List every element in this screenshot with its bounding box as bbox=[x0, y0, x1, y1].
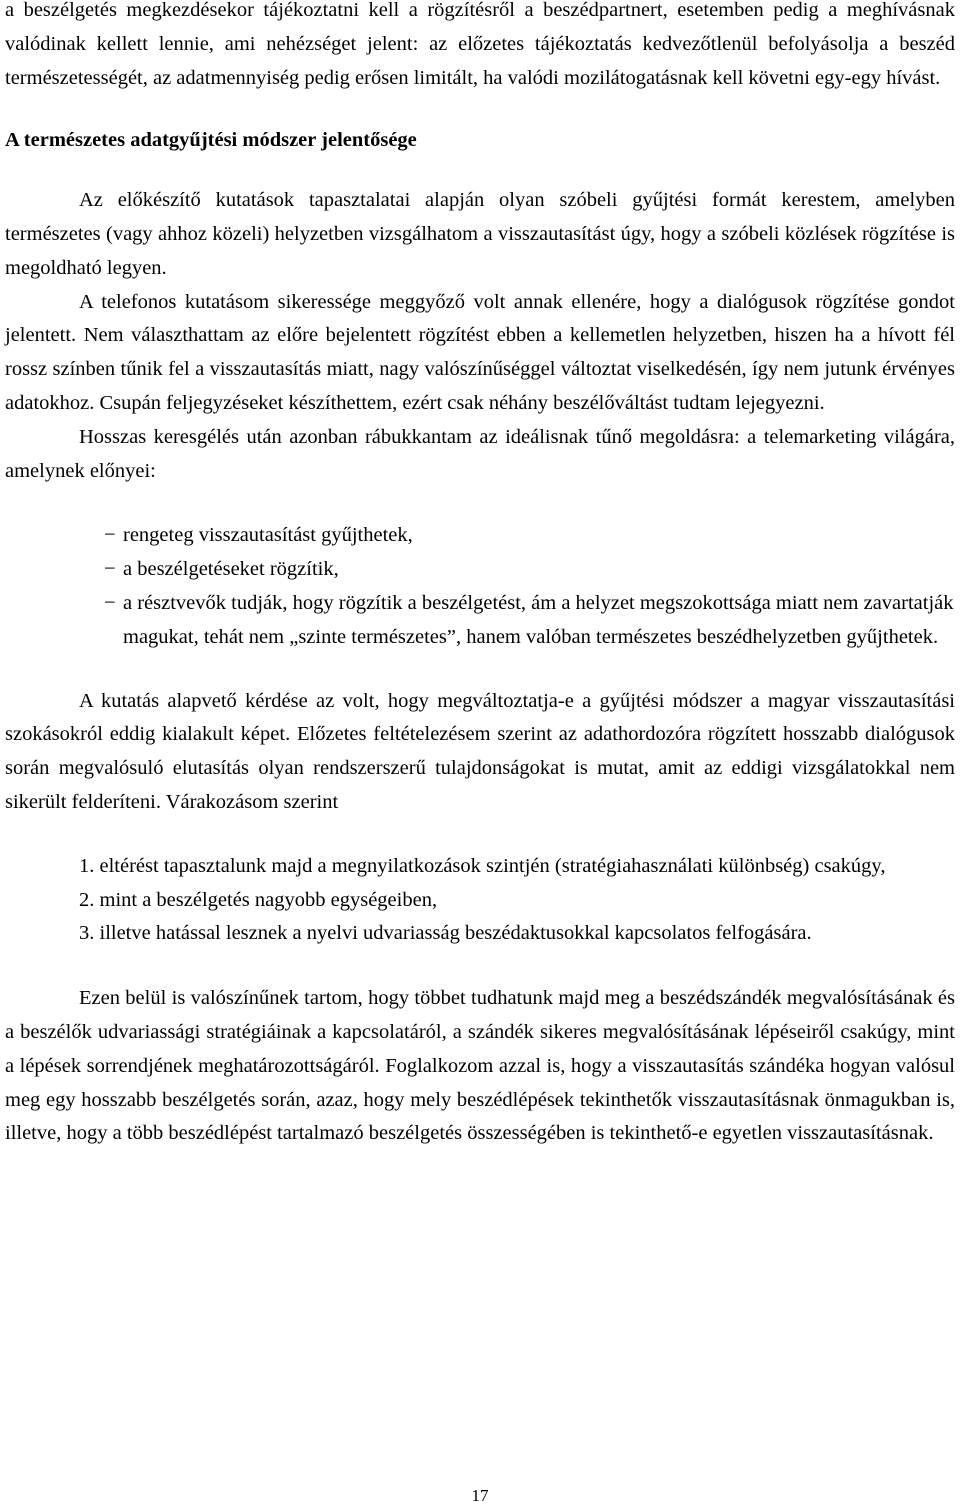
numbered-item-1: 1. eltérést tapasztalunk majd a megnyilatkozások szintjén (stratégiahasználati különbség) csakúgy, bbox=[79, 854, 886, 877]
dash-bullet: − bbox=[104, 524, 116, 547]
document-page bbox=[5, 0, 955, 1151]
body-paragraph-3: Hosszas keresgélés után azonban rábukkantam az ideálisnak tűnő megoldásra: a telemarketing világára, amelynek előnyei: bbox=[5, 425, 955, 482]
advantages-list bbox=[5, 519, 955, 654]
list-item-text: rengeteg visszautasítást gyűjthetek, bbox=[123, 524, 413, 547]
list-item-text: a beszélgetéseket rögzítik, bbox=[123, 558, 339, 581]
list-item bbox=[5, 587, 955, 655]
list-item bbox=[5, 519, 955, 553]
numbered-item-2: 2. mint a beszélgetés nagyobb egységeiben, bbox=[79, 888, 438, 911]
list-item-text: a résztvevők tudják, hogy rögzítik a beszélgetést, ám a helyzet megszokottsága miatt nem zavartatják magukat, tehát nem „szinte természetes”, hanem valóban természetes beszédhelyzetben gyűjthetek. bbox=[123, 591, 954, 648]
numbered-item-3: 3. illetve hatással lesznek a nyelvi udvariasság beszédaktusokkal kapcsolatos felfogására. bbox=[79, 922, 812, 945]
body-paragraph-4: A kutatás alapvető kérdése az volt, hogy megváltoztatja-e a gyűjtési módszer a magyar visszautasítási szokásokról eddig kialakult képet. Előzetes feltételezésem szerint az adathordozóra rögzített hosszabb dialógusok során megvalósuló elutasítás olyan rendszerszerű tulajdonságokat is mutat, amit az eddigi vizsgálatokkal nem sikerült felderíteni. Várakozásom szerint bbox=[5, 689, 955, 813]
body-paragraph-2: A telefonos kutatásom sikeressége meggyőző volt annak ellenére, hogy a dialógusok rögzítése gondot jelentett. Nem választhattam az előre bejelentett rögzítést ebben a kellemetlen helyzetben, hiszen ha a hívott fél rossz színben tűnik fel a visszautasítás miatt, nagy valószínűséggel változtat viselkedésén, így nem jutunk érvényes adatokhoz. Csupán feljegyzéseket készíthettem, ezért csak néhány beszélőváltást tudtam lejegyezni. bbox=[5, 290, 955, 414]
dash-bullet: − bbox=[104, 558, 116, 581]
dash-bullet: − bbox=[104, 591, 116, 614]
body-paragraph-5: Ezen belül is valószínűnek tartom, hogy többet tudhatunk majd meg a beszédszándék megvalósításának és a beszélők udvariassági stratégiáinak a kapcsolatáról, a szándék sikeres megvalósításának lépéseiről csakúgy, mint a lépések sorrendjének meghatározottságáról. Foglalkozom azzal is, hogy a visszautasítás szándéka hogyan valósul meg egy hosszabb beszélgetés során, azaz, hogy mely beszédlépések tekinthetők visszautasításnak önmagukban is, illetve, hogy a több beszédlépést tartalmazó beszélgetés összességében is tekinthető-e egyetlen visszautasításnak. bbox=[5, 987, 955, 1145]
section-heading: A természetes adatgyűjtési módszer jelentősége bbox=[5, 129, 417, 152]
page-number: 17 bbox=[471, 1486, 489, 1505]
body-paragraph-1: Az előkészítő kutatások tapasztalatai alapján olyan szóbeli gyűjtési formát kerestem, amelyben természetes (vagy ahhoz közeli) helyzetben vizsgálhatom a visszautasítást úgy, hogy a szóbeli közlések rögzítése is megoldható legyen. bbox=[5, 189, 955, 279]
intro-paragraph: a beszélgetés megkezdésekor tájékoztatni kell a rögzítésről a beszédpartnert, esetemben pedig a meghívásnak valódinak kellett lennie, ami nehézséget jelent: az előzetes tájékoztatás kedvezőtlenül befolyásolja a beszéd természetességét, az adatmennyiség pedig erősen limitált, ha valódi mozilátogatásnak kell követni egy-egy hívást. bbox=[5, 0, 955, 89]
list-item bbox=[5, 553, 955, 587]
